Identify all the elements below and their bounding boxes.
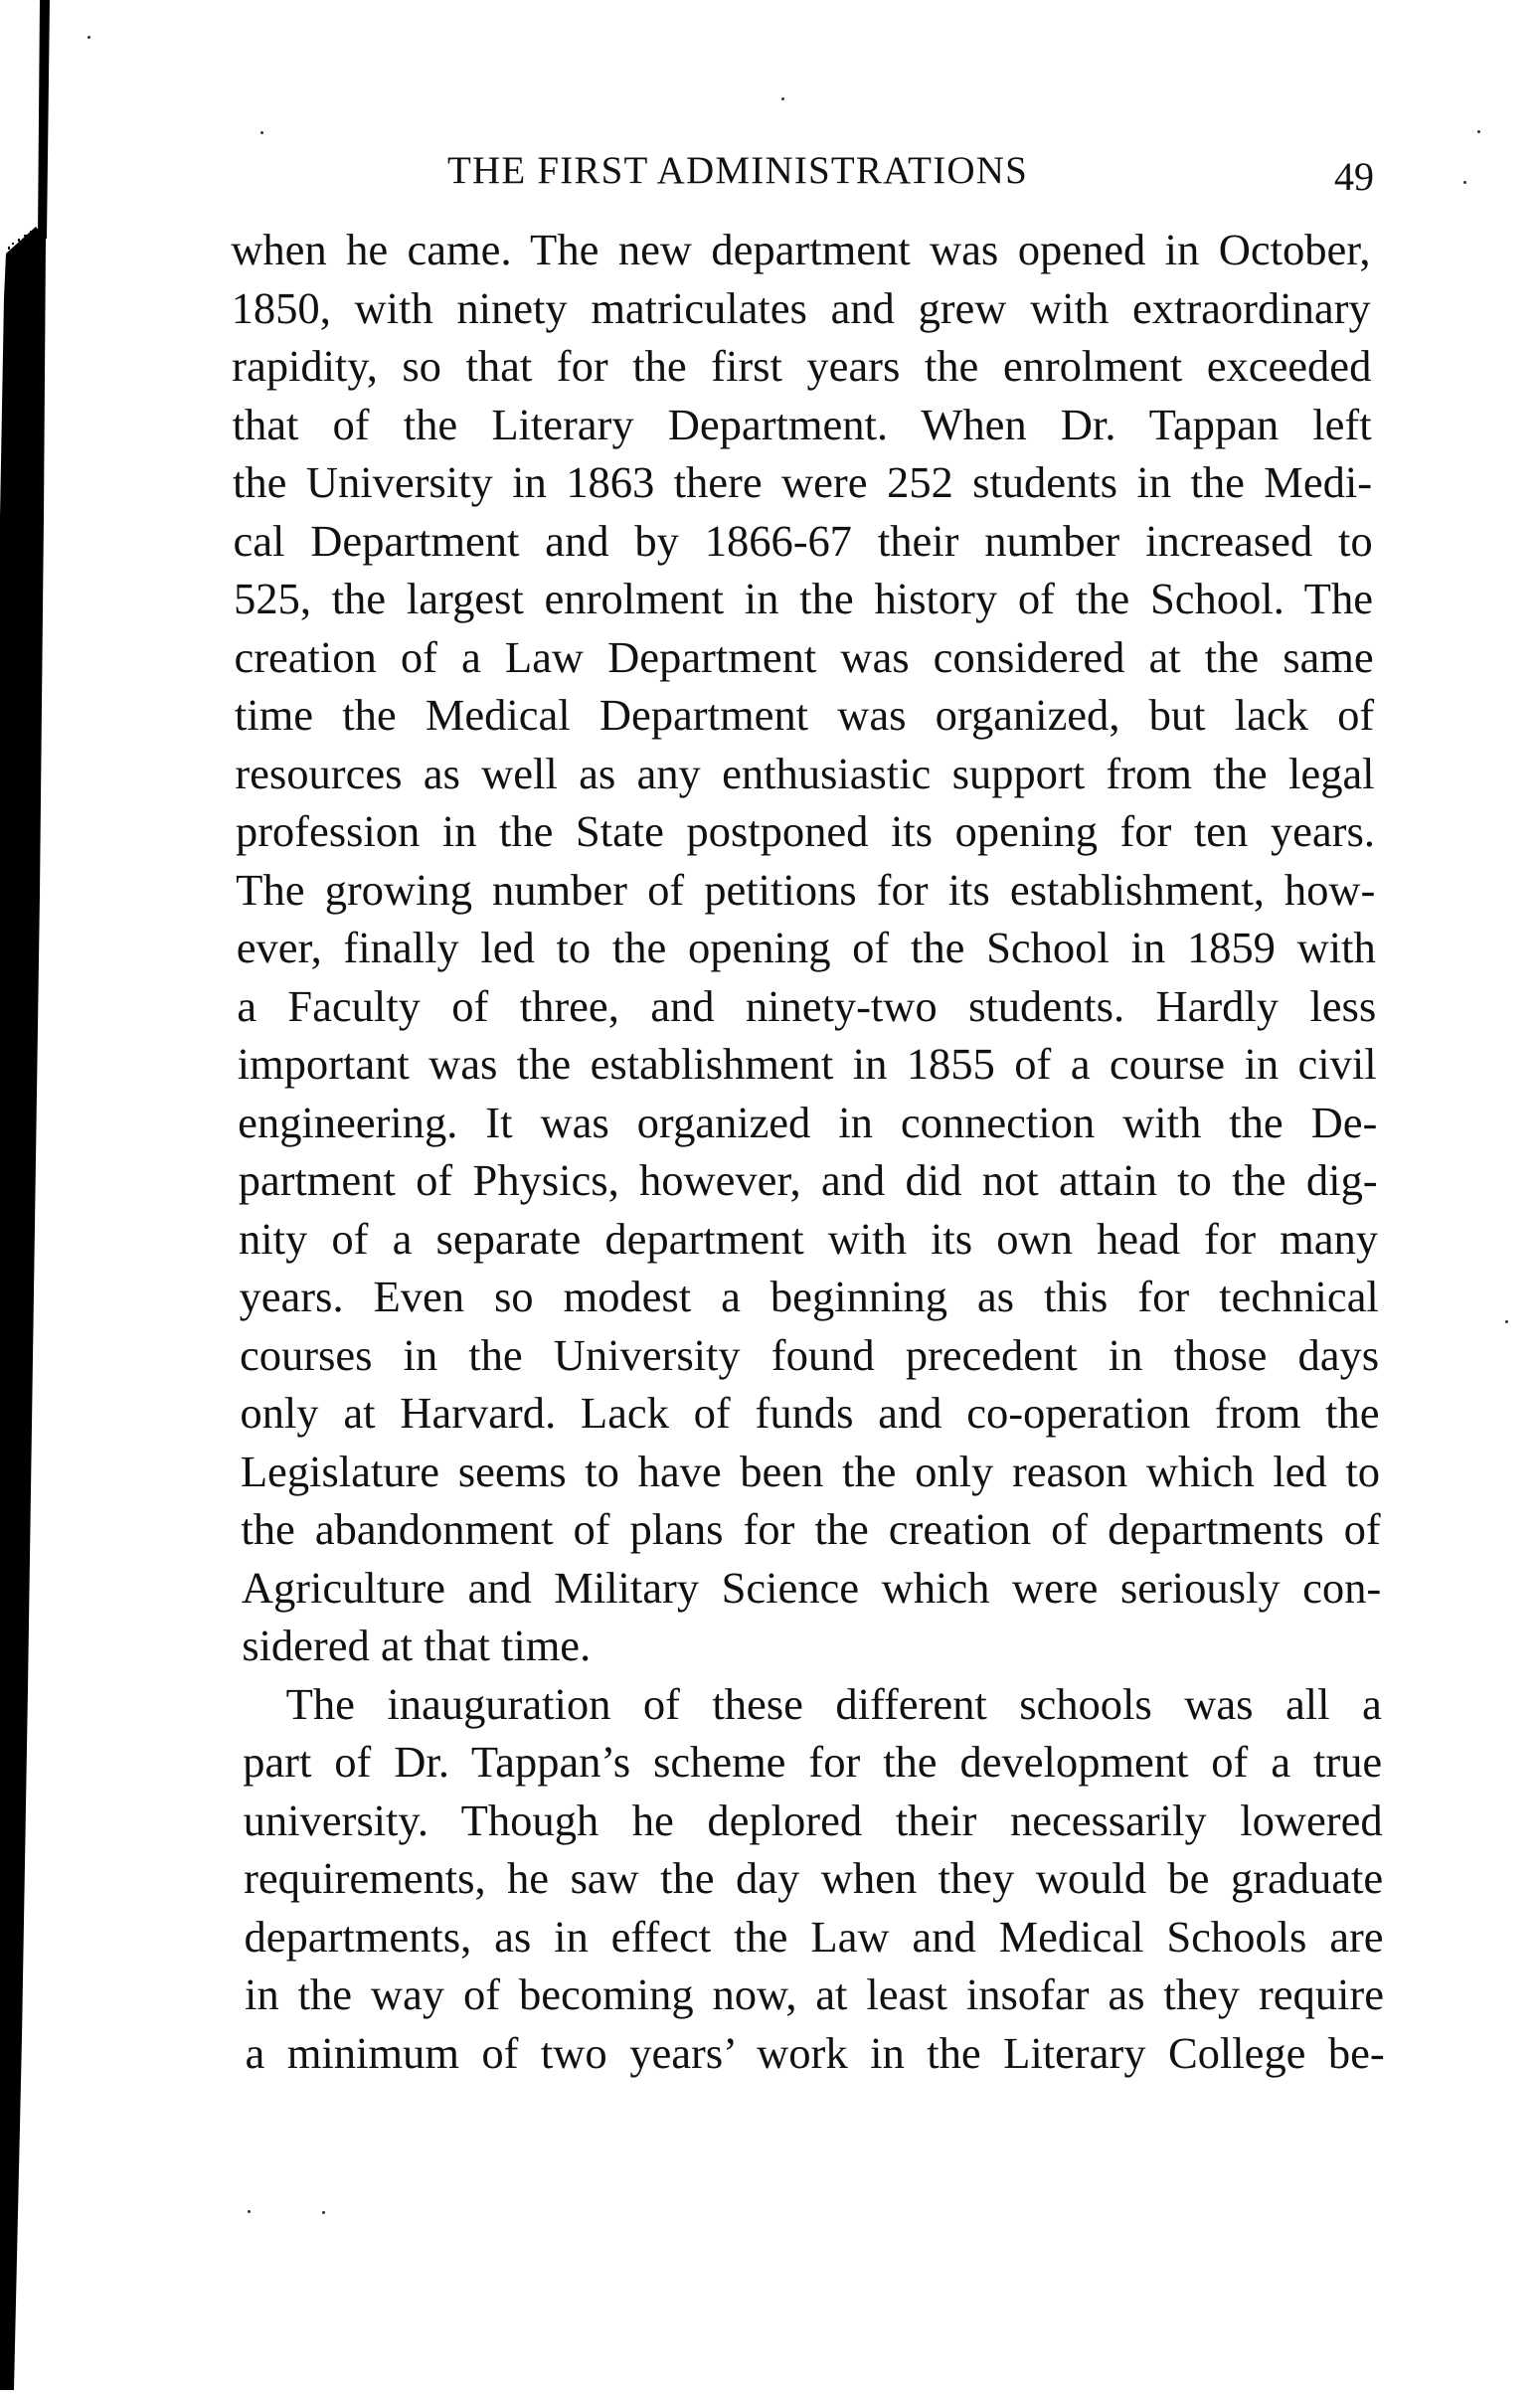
scan-speck	[781, 97, 784, 100]
text-line: the University in 1863 there were 252 students in the Medi-	[232, 457, 1373, 507]
paragraph-1	[231, 221, 1381, 1675]
text-line: university. Though he deplored their necessarily lowered	[243, 1795, 1383, 1845]
body-text	[231, 221, 1385, 2082]
scan-speck	[87, 36, 90, 39]
text-line: that of the Literary Department. When Dr. Tappan left	[232, 399, 1372, 449]
text-line: Legislature seems to have been the only reason which led to	[240, 1446, 1381, 1496]
text-line-indented: The inauguration of these different schools was all a	[285, 1678, 1382, 1729]
scan-speck	[248, 2210, 251, 2213]
text-line: part of Dr. Tappan’s scheme for the development of a true	[242, 1737, 1383, 1787]
scan-speck	[322, 2211, 325, 2214]
text-line: 525, the largest enrolment in the history of the School. The	[233, 574, 1374, 623]
text-line: important was the establishment in 1855 of a course in civil	[237, 1039, 1377, 1089]
text-line: requirements, he saw the day when they would be graduate	[243, 1853, 1384, 1903]
text-line: rapidity, so that for the first years the enrolment exceeded	[231, 341, 1372, 391]
text-line: nity of a separate department with its own head for many	[238, 1213, 1379, 1264]
scan-speck	[260, 131, 263, 134]
book-binding-shadow	[0, 0, 60, 2390]
text-line: a Faculty of three, and ninety-two students. Hardly less	[237, 980, 1377, 1031]
text-line: departments, as in effect the Law and Medical Schools are	[244, 1911, 1384, 1962]
text-line: the abandonment of plans for the creation of departments of	[241, 1504, 1381, 1554]
page-number: 49	[1334, 154, 1374, 199]
text-line: only at Harvard. Lack of funds and co-operation from the	[240, 1388, 1380, 1438]
text-line: in the way of becoming now, at least insofar as they require	[244, 1969, 1385, 2019]
text-line: partment of Physics, however, and did not attain to the dig-	[238, 1155, 1378, 1205]
text-line: courses in the University found precedent in those days	[239, 1329, 1380, 1380]
scan-speck	[1463, 181, 1466, 184]
text-line: Agriculture and Military Science which were seriously con-	[241, 1562, 1382, 1613]
text-line: ever, finally led to the opening of the School in 1859 with	[236, 923, 1376, 972]
text-line: a minimum of two years’ work in the Literary College be-	[245, 2027, 1385, 2078]
scan-speck	[1505, 1320, 1508, 1323]
running-head-title: THE FIRST ADMINISTRATIONS	[447, 149, 1028, 192]
text-line: profession in the State postponed its opening for ten years.	[235, 806, 1376, 856]
binding-shadow-icon	[0, 0, 60, 2390]
text-line: years. Even so modest a beginning as this for technical	[239, 1272, 1379, 1321]
text-line: 1850, with ninety matriculates and grew with extraordinary	[231, 282, 1371, 333]
text-line: creation of a Law Department was considered at the same	[234, 631, 1374, 682]
scan-speck	[1477, 130, 1480, 133]
text-line: time the Medical Department was organized, but lack of	[234, 690, 1375, 740]
text-line: resources as well as any enthusiastic support from the legal	[235, 748, 1375, 798]
text-line-paragraph-end: sidered at that time.	[242, 1621, 592, 1670]
paragraph-2	[242, 1675, 1384, 2083]
text-line: The growing number of petitions for its establishment, how-	[236, 864, 1376, 915]
running-head	[447, 149, 1374, 199]
text-line: when he came. The new department was opened in October,	[231, 225, 1371, 274]
text-line: engineering. It was organized in connection with the De-	[237, 1097, 1378, 1147]
text-line: cal Department and by 1866-67 their number increased to	[233, 515, 1373, 566]
